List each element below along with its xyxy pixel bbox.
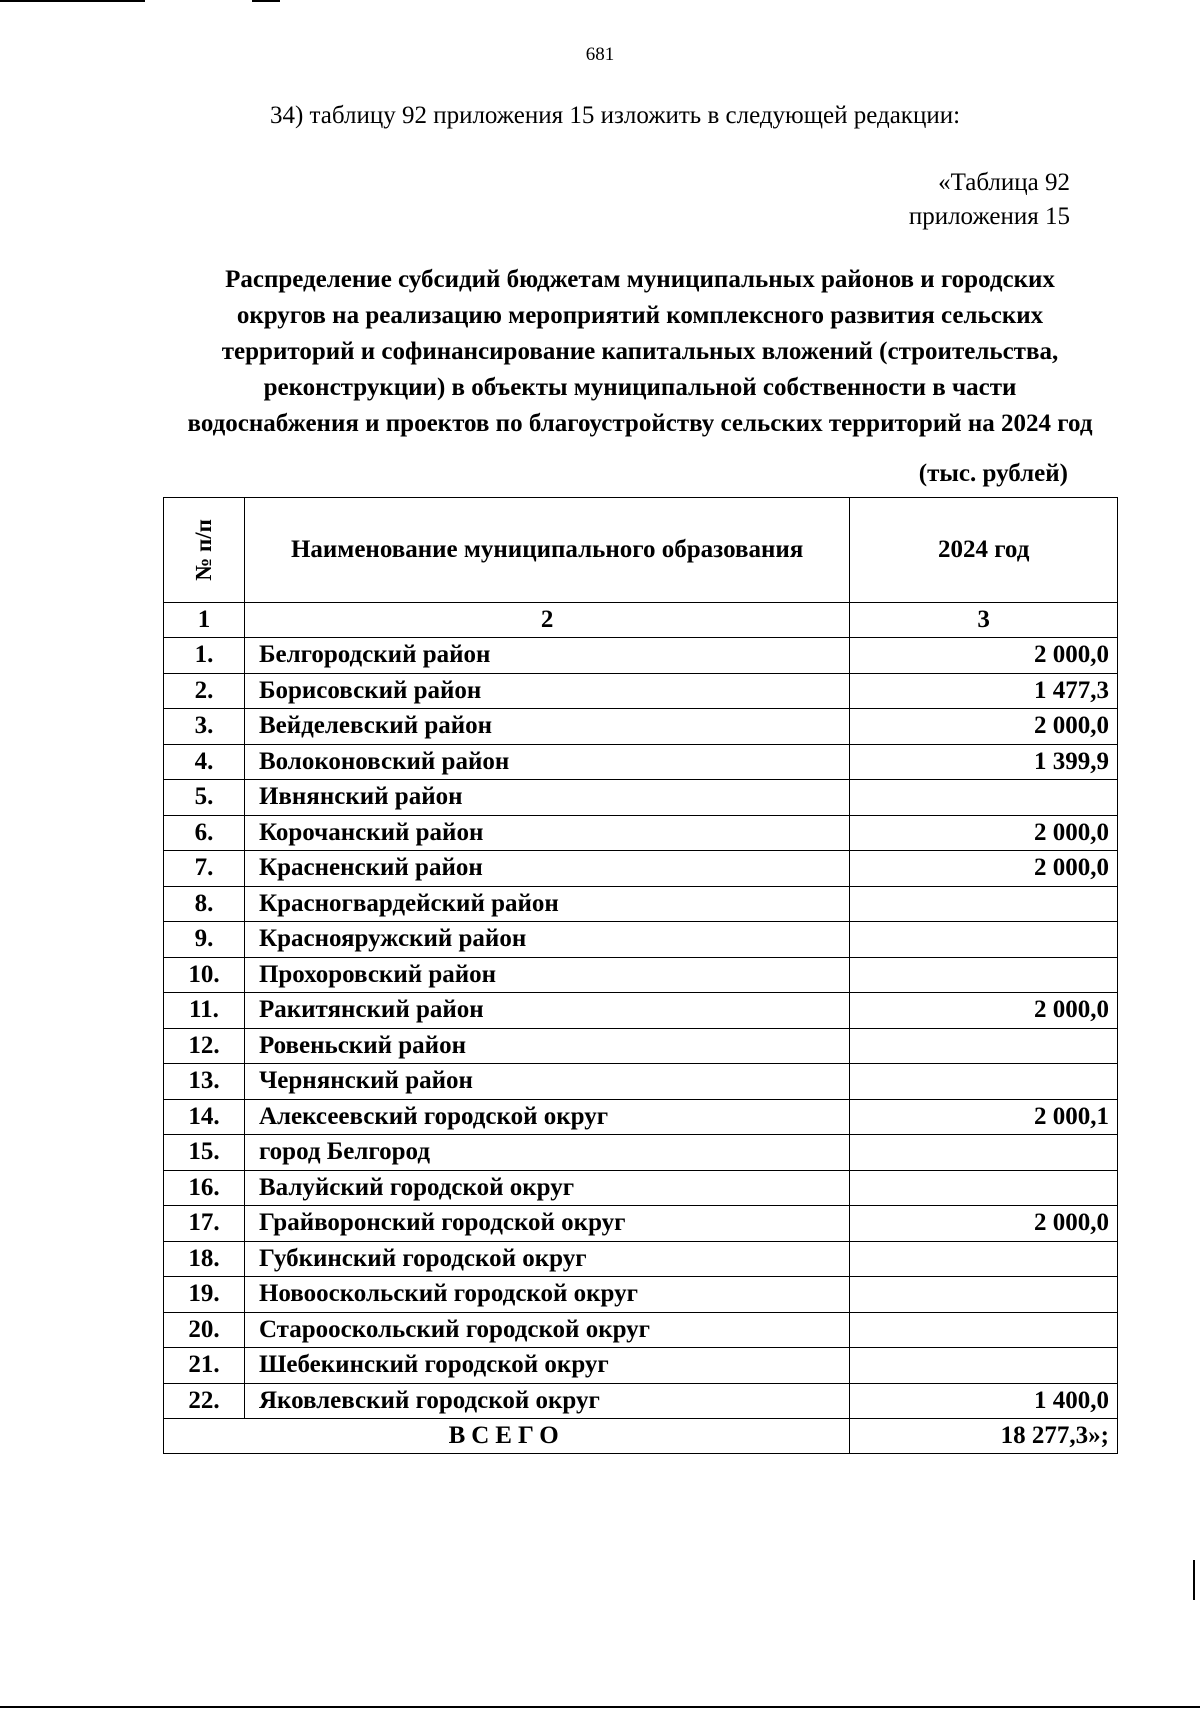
table-row (164, 1064, 1118, 1100)
row-number: 20. (164, 1312, 245, 1348)
row-name: Волоконовский район (244, 744, 849, 780)
table-row (164, 1241, 1118, 1277)
document-title: Распределение субсидий бюджетам муниципальных районов и городских округов на реализацию мероприятий комплексного развития сельских территорий и софинансирование капитальных вложений (строительства, реконструкции) в объекты муниципальной собственности в части водоснабжения и проектов по благоустройству сельских территорий на 2024 год (187, 266, 1093, 437)
header-name: Наименование муниципального образования (244, 498, 849, 603)
row-name: Ракитянский район (244, 993, 849, 1029)
row-number: 14. (164, 1099, 245, 1135)
table-row (164, 709, 1118, 745)
row-name: Ровеньский район (244, 1028, 849, 1064)
row-value: 2 000,0 (850, 851, 1118, 887)
row-name: Вейделевский район (244, 709, 849, 745)
units-label: (тыс. рублей) (918, 460, 1068, 487)
row-number: 9. (164, 922, 245, 958)
table-row (164, 673, 1118, 709)
header-num (164, 498, 245, 603)
row-value: 2 000,0 (850, 638, 1118, 674)
row-value (850, 1241, 1118, 1277)
row-number: 22. (164, 1383, 245, 1419)
table-row (164, 957, 1118, 993)
total-label: ВСЕГО (164, 1419, 850, 1454)
row-value: 1 399,9 (850, 744, 1118, 780)
row-value (850, 1170, 1118, 1206)
row-name: Губкинский городской округ (244, 1241, 849, 1277)
row-name: Красненский район (244, 851, 849, 887)
table-row (164, 1348, 1118, 1384)
row-number: 16. (164, 1170, 245, 1206)
table-row (164, 993, 1118, 1029)
row-number: 19. (164, 1277, 245, 1313)
table-body (164, 638, 1118, 1419)
table-row (164, 1135, 1118, 1171)
row-number: 17. (164, 1206, 245, 1242)
instruction-text: 34) таблицу 92 приложения 15 изложить в следующей редакции: (269, 102, 961, 129)
scan-mark-top-left (0, 0, 145, 2)
row-number: 10. (164, 957, 245, 993)
row-value: 2 000,0 (850, 815, 1118, 851)
table-header-row (164, 498, 1118, 603)
row-name: Ивнянский район (244, 780, 849, 816)
row-value: 2 000,1 (850, 1099, 1118, 1135)
table-row (164, 780, 1118, 816)
row-name: Корочанский район (244, 815, 849, 851)
table-row (164, 851, 1118, 887)
table-reference-line1: «Таблица 92 (938, 169, 1070, 196)
row-name: Красногвардейский район (244, 886, 849, 922)
table-reference-line2: приложения 15 (908, 203, 1070, 230)
row-name: Прохоровский район (244, 957, 849, 993)
header-num-label: № п/п (190, 519, 216, 581)
row-name: Новооскольский городской округ (244, 1277, 849, 1313)
table-row (164, 1277, 1118, 1313)
row-name: Шебекинский городской округ (244, 1348, 849, 1384)
table-row (164, 922, 1118, 958)
column-number: 3 (850, 603, 1118, 638)
row-name: Старооскольский городской округ (244, 1312, 849, 1348)
row-value (850, 1312, 1118, 1348)
row-value (850, 922, 1118, 958)
column-number: 2 (244, 603, 849, 638)
row-name: Грайворонский городской округ (244, 1206, 849, 1242)
row-name: Яковлевский городской округ (244, 1383, 849, 1419)
row-value (850, 957, 1118, 993)
row-number: 2. (164, 673, 245, 709)
row-name: город Белгород (244, 1135, 849, 1171)
column-number-row (164, 603, 1118, 638)
row-value (850, 780, 1118, 816)
row-number: 8. (164, 886, 245, 922)
table-row (164, 1383, 1118, 1419)
scan-mark-bottom (0, 1706, 1200, 1708)
row-number: 15. (164, 1135, 245, 1171)
scan-mark-top-mid (252, 0, 280, 2)
row-number: 5. (164, 780, 245, 816)
row-value (850, 1064, 1118, 1100)
row-name: Чернянский район (244, 1064, 849, 1100)
row-value (850, 1277, 1118, 1313)
row-value: 1 400,0 (850, 1383, 1118, 1419)
row-name: Алексеевский городской округ (244, 1099, 849, 1135)
row-name: Краснояружский район (244, 922, 849, 958)
row-number: 12. (164, 1028, 245, 1064)
table-row (164, 744, 1118, 780)
table-row (164, 1170, 1118, 1206)
scan-mark-right (1193, 1560, 1195, 1600)
header-value: 2024 год (850, 498, 1118, 603)
subsidies-table (163, 497, 1118, 1454)
table-row (164, 886, 1118, 922)
table-row (164, 1028, 1118, 1064)
page-number: 681 (585, 44, 615, 65)
row-value (850, 1135, 1118, 1171)
row-number: 13. (164, 1064, 245, 1100)
row-value (850, 886, 1118, 922)
row-name: Борисовский район (244, 673, 849, 709)
row-name: Валуйский городской округ (244, 1170, 849, 1206)
table-row (164, 1206, 1118, 1242)
total-value: 18 277,3»; (850, 1419, 1118, 1454)
row-number: 4. (164, 744, 245, 780)
table-row (164, 815, 1118, 851)
column-number: 1 (164, 603, 245, 638)
row-number: 3. (164, 709, 245, 745)
row-number: 6. (164, 815, 245, 851)
row-name: Белгородский район (244, 638, 849, 674)
table-row (164, 1312, 1118, 1348)
row-number: 21. (164, 1348, 245, 1384)
row-number: 1. (164, 638, 245, 674)
row-value: 2 000,0 (850, 993, 1118, 1029)
table-row (164, 638, 1118, 674)
table-reference (909, 166, 1070, 234)
row-value: 2 000,0 (850, 709, 1118, 745)
row-number: 11. (164, 993, 245, 1029)
row-number: 7. (164, 851, 245, 887)
total-row (164, 1419, 1118, 1454)
row-value (850, 1028, 1118, 1064)
row-value (850, 1348, 1118, 1384)
row-number: 18. (164, 1241, 245, 1277)
row-value: 1 477,3 (850, 673, 1118, 709)
table-row (164, 1099, 1118, 1135)
row-value: 2 000,0 (850, 1206, 1118, 1242)
